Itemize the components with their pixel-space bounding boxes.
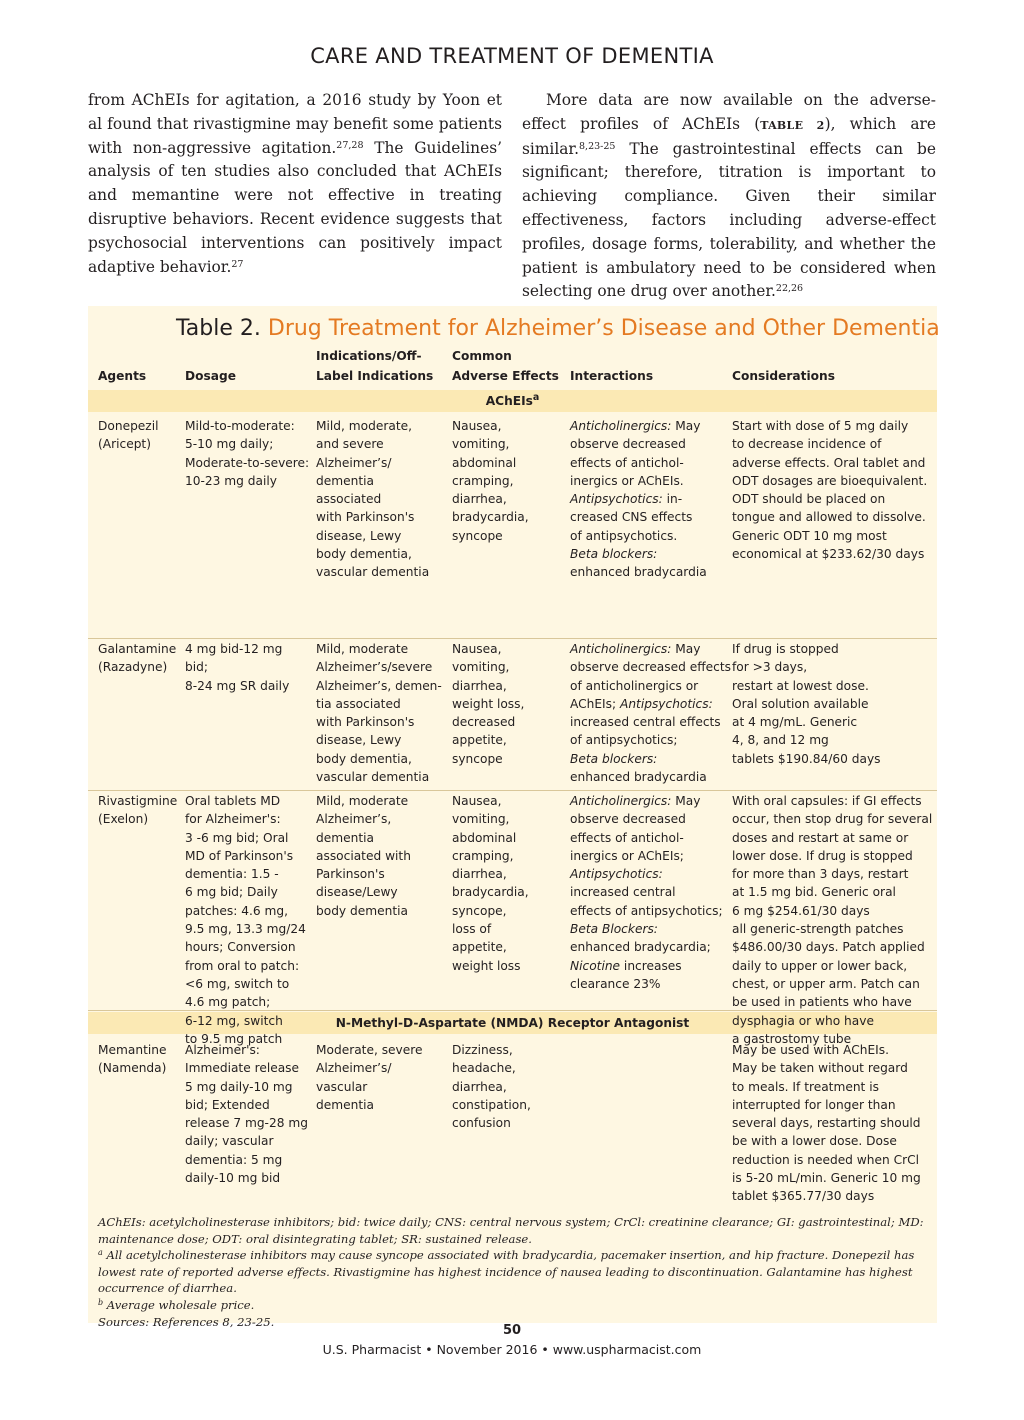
citation: 8,23-25	[579, 140, 616, 152]
cell-line: dementia: 1.5 -	[185, 867, 279, 882]
cell-line: enhanced bradycardia;	[570, 940, 711, 955]
cell-line: tongue and allowed to dissolve.	[732, 510, 926, 525]
drug-table-box	[88, 306, 940, 1329]
cell-line: dementia	[316, 1097, 374, 1112]
cell-line: tia associated	[316, 696, 401, 711]
cell-line: release 7 mg-28 mg	[185, 1116, 308, 1131]
header-adverse-effects	[452, 346, 559, 386]
cell-line: at 1.5 mg bid. Generic oral	[732, 885, 896, 900]
cell-line: diarrhea,	[452, 492, 507, 507]
right-paragraph-text: More data are now available on the adverse-effect profiles of AChEIs (	[522, 91, 936, 133]
header-indications-line2: Label Indications	[316, 369, 434, 383]
cell-line: restart at lowest dose.	[732, 678, 869, 693]
cell-line: observe decreased	[570, 437, 686, 452]
cell-line: with Parkinson's	[316, 510, 415, 525]
cell-line: bid;	[185, 660, 208, 675]
cell-line: lower dose. If drug is stopped	[732, 848, 913, 863]
footnote-a	[98, 1247, 928, 1297]
cell-line: and severe	[316, 437, 384, 452]
cell-line: chest, or upper arm. Patch can	[732, 976, 920, 991]
cell-adverse	[452, 792, 529, 975]
cell-line: 4, 8, and 12 mg	[732, 733, 829, 748]
abbreviations-note: AChEIs: acetylcholinesterase inhibitors; bid: twice daily; CNS: central nervous system; CrCl: creatinine clearance; GI: gastrointestinal; MD: maintenance dose; ODT: oral disintegrating tablet; SR: sustained release.	[98, 1215, 924, 1246]
cell-line: Moderate-to-severe:	[185, 455, 310, 470]
header-dosage: Dosage	[185, 369, 236, 383]
row-divider	[88, 790, 937, 791]
cell-line: bradycardia,	[452, 885, 529, 900]
cell-line: be used in patients who have	[732, 995, 912, 1010]
cell-line: Immediate release	[185, 1061, 300, 1076]
header-adverse-line1: Common	[452, 349, 512, 363]
cell-line: diarrhea,	[452, 1079, 507, 1094]
cell-line: Oral solution available	[732, 696, 869, 711]
cell-line: dementia	[316, 830, 374, 845]
cell-line: to decrease incidence of	[732, 437, 882, 452]
cell-line: vomiting,	[452, 437, 510, 452]
footnote-text: Average wholesale price.	[103, 1297, 255, 1312]
cell-line: 5 mg daily-10 mg	[185, 1079, 293, 1094]
table-caption: Drug Treatment for Alzheimer’s Disease and Other Dementia	[267, 316, 940, 341]
cell-line	[570, 750, 731, 768]
cell-line: abdominal	[452, 830, 517, 845]
cell-line: 3 -6 mg bid; Oral	[185, 830, 289, 845]
cell-line: a gastrostomy tube	[732, 1031, 852, 1046]
cell-line: (Exelon)	[98, 812, 149, 827]
cell-line: to meals. If treatment is	[732, 1079, 879, 1094]
cell-line: economical at $233.62/30 days	[732, 547, 925, 562]
cell-line: Moderate, severe	[316, 1043, 423, 1057]
cell-line: be with a lower dose. Dose	[732, 1134, 897, 1149]
cell-line: May be used with AChEIs.	[732, 1043, 889, 1057]
header-agents: Agents	[98, 369, 147, 383]
footnote-mark: b	[98, 1297, 104, 1307]
cell-line: Mild-to-moderate:	[185, 419, 295, 433]
cell-line: confusion	[452, 1116, 511, 1131]
drug-class-label: Anticholinergics:	[570, 794, 672, 808]
cell-line: associated with	[316, 848, 411, 863]
cell-line: (Aricept)	[98, 437, 151, 452]
cell-line: daily-10 mg bid	[185, 1171, 281, 1186]
footnote-text: All acetylcholinesterase inhibitors may cause syncope associated with bradycardia, pacemaker insertion, and hip fracture. Donepezil has lowest rate of reported adverse effects. Rivastigmine has highest incidence of nausea leading to discontinuation. Galantamine has highest occurrence of diarrhea.	[98, 1248, 915, 1296]
cell-line: body dementia,	[316, 547, 412, 562]
cell-adverse	[452, 1041, 531, 1132]
cell-line: Alzheimer’s,	[316, 812, 392, 827]
header-indications-line1: Indications/Off-	[316, 349, 422, 363]
running-header: CARE AND TREATMENT OF DEMENTIA	[310, 44, 714, 68]
section-label: AChEIs	[485, 394, 533, 408]
cell-line: Mild, moderate	[316, 794, 409, 808]
cell-line: effects of antichol-	[570, 830, 684, 845]
cell-line: Anticholinergics: May	[570, 642, 701, 656]
cell-line: Alzheimer’s, demen-	[316, 678, 442, 693]
cell-line: syncope	[452, 528, 503, 543]
cell-agent	[98, 792, 177, 829]
cell-line: Galantamine	[98, 642, 177, 656]
cell-line: 4 mg bid-12 mg	[185, 642, 283, 656]
cell-line: bradycardia,	[452, 510, 529, 525]
citation: 27	[231, 258, 244, 270]
cell-line: Anticholinergics: May	[570, 794, 701, 808]
cell-line: inergics or AChEIs;	[570, 848, 684, 863]
citation: 22,26	[775, 283, 804, 295]
cell-line: of anticholinergics or	[570, 678, 699, 693]
cell-line: vascular dementia	[316, 770, 430, 785]
cell-line: to 9.5 mg patch	[185, 1031, 283, 1046]
cell-line: dementia	[316, 473, 374, 488]
cell-line: disease, Lewy	[316, 733, 402, 748]
cell-line: With oral capsules: if GI effects	[732, 794, 922, 808]
cell-line: weight loss,	[452, 696, 525, 711]
cell-line: daily; vascular	[185, 1134, 274, 1149]
cell-line: adverse effects. Oral tablet and	[732, 455, 926, 470]
drug-class-label: Beta Blockers:	[570, 922, 658, 937]
drug-class-label: Antipsychotics:	[570, 867, 663, 882]
body-column-left	[88, 89, 502, 279]
cell-line: vascular dementia	[316, 565, 430, 580]
cell-line: effects of antichol-	[570, 455, 684, 470]
right-paragraph-text: ), which are similar.	[522, 114, 936, 158]
cell-agent	[98, 1041, 166, 1078]
page-number: 50	[502, 1323, 522, 1338]
section-band-nmda: N-Methyl-D-Aspartate (NMDA) Receptor Antagonist	[88, 1012, 937, 1034]
cell-line: Dizziness,	[452, 1043, 513, 1057]
footnote-mark: a	[98, 1248, 103, 1258]
drug-class-label: Beta blockers:	[570, 547, 658, 562]
cell-line	[570, 865, 723, 883]
cell-line: 5-10 mg daily;	[185, 437, 274, 452]
cell-considerations	[732, 640, 881, 768]
cell-line: <6 mg, switch to	[185, 976, 290, 991]
section-band-acheis	[88, 390, 937, 412]
cell-agent	[98, 417, 158, 454]
header-adverse-line2: Adverse Effects	[452, 369, 559, 383]
left-paragraph-text: from AChEIs for agitation, a 2016 study by Yoon et al found that rivastigmine may benefit some patients with non-aggressive agitation.	[88, 91, 502, 157]
right-paragraph-text: The gastrointestinal effects can be significant; therefore, titration is important to achieving compliance. Given their similar effectiveness, factors including adverse-effect profiles, dosage forms, tolerability, and whether the patient is ambulatory need to be considered when selecting one drug over another.	[522, 139, 936, 301]
cell-line: doses and restart at same or	[732, 830, 909, 845]
cell-line: dysphagia or who have	[732, 1013, 874, 1028]
cell-interactions	[570, 640, 731, 786]
cell-line: appetite,	[452, 733, 507, 748]
cell-line: Memantine	[98, 1043, 167, 1057]
cell-line: diarrhea,	[452, 678, 507, 693]
cell-line: Alzheimer’s/	[316, 455, 392, 470]
footnote-b	[98, 1297, 928, 1314]
cell-line: vascular	[316, 1079, 368, 1094]
cell-line: Start with dose of 5 mg daily	[732, 419, 909, 433]
cell-line: Nicotine increases	[570, 958, 682, 973]
cell-line: Alzheimer's:	[185, 1043, 260, 1057]
cell-adverse	[452, 417, 529, 545]
cell-agent	[98, 640, 176, 677]
cell-line: loss of	[452, 922, 492, 937]
cell-line: diarrhea,	[452, 867, 507, 882]
cell-line: interrupted for longer than	[732, 1097, 896, 1112]
cell-line: disease, Lewy	[316, 528, 402, 543]
cell-line: Mild, moderate,	[316, 419, 412, 433]
cell-line: several days, restarting should	[732, 1116, 921, 1131]
cell-line: Donepezil	[98, 419, 159, 433]
cell-line: increased central effects	[570, 715, 721, 730]
cell-line: headache,	[452, 1061, 516, 1076]
cell-line: observe decreased effects	[570, 660, 731, 675]
cell-line: effects of antipsychotics;	[570, 903, 723, 918]
cell-line: bid; Extended	[185, 1097, 270, 1112]
drug-class-label: Nicotine	[570, 958, 621, 973]
cell-line: cramping,	[452, 848, 514, 863]
cell-line: 10-23 mg daily	[185, 473, 277, 488]
cell-line: cramping,	[452, 473, 514, 488]
cell-line: occur, then stop drug for several	[732, 812, 933, 827]
page-footer: U.S. Pharmacist • November 2016 • www.uspharmacist.com	[322, 1342, 702, 1357]
cell-line: patches: 4.6 mg,	[185, 903, 288, 918]
cell-line: constipation,	[452, 1097, 531, 1112]
cell-line: daily to upper or lower back,	[732, 958, 908, 973]
cell-adverse	[452, 640, 524, 768]
header-considerations: Considerations	[732, 369, 835, 383]
cell-line: Generic ODT 10 mg most	[732, 528, 887, 543]
cell-dosage	[185, 417, 309, 490]
cell-indications	[316, 640, 442, 786]
cell-line: hours; Conversion	[185, 940, 296, 955]
cell-line: ODT should be placed on	[732, 492, 886, 507]
cell-line: with Parkinson's	[316, 715, 415, 730]
cell-line: body dementia	[316, 903, 408, 918]
cell-line: 8-24 mg SR daily	[185, 678, 290, 693]
cell-dosage	[185, 792, 306, 1048]
drug-class-label: Beta blockers:	[570, 751, 658, 766]
cell-line: decreased	[452, 715, 516, 730]
cell-line: syncope,	[452, 903, 507, 918]
cell-line: tablet $365.77/30 days	[732, 1189, 875, 1204]
cell-line: vomiting,	[452, 660, 510, 675]
cell-line: dementia: 5 mg	[185, 1152, 283, 1167]
cell-line: enhanced bradycardia	[570, 770, 707, 785]
cell-indications	[316, 417, 429, 582]
cell-line: vomiting,	[452, 812, 510, 827]
cell-line: If drug is stopped	[732, 642, 839, 656]
cell-line: Anticholinergics: May	[570, 419, 701, 433]
cell-line: MD of Parkinson's	[185, 848, 294, 863]
drug-class-label: Anticholinergics:	[570, 642, 672, 656]
cell-line: of antipsychotics;	[570, 733, 678, 748]
cell-line: body dementia,	[316, 751, 412, 766]
cell-line: Oral tablets MD	[185, 794, 281, 808]
cell-line: ODT dosages are bioequivalent.	[732, 473, 928, 488]
cell-line: inergics or AChEIs.	[570, 473, 684, 488]
cell-line: AChEIs; Antipsychotics:	[570, 696, 713, 711]
cell-line: 6 mg $254.61/30 days	[732, 903, 870, 918]
cell-line: for more than 3 days, restart	[732, 867, 909, 882]
table-footnotes	[98, 1214, 928, 1330]
cell-line: Alzheimer’s/	[316, 1061, 392, 1076]
cell-line: 6 mg bid; Daily	[185, 885, 278, 900]
cell-considerations	[732, 1041, 921, 1206]
cell-line: of antipsychotics.	[570, 528, 678, 543]
left-paragraph-text: The Guidelines’ analysis of ten studies also concluded that AChEIs and memantine were not effective in treating disruptive behaviors. Recent evidence suggests that psychosocial interventions can positively impact adaptive behavior.	[88, 138, 502, 276]
cell-line: (Namenda)	[98, 1061, 167, 1076]
cell-line: Mild, moderate	[316, 642, 409, 656]
cell-line: disease/Lewy	[316, 885, 398, 900]
cell-line: Parkinson's	[316, 867, 385, 882]
cell-considerations	[732, 417, 927, 563]
cell-line: increased central	[570, 885, 676, 900]
header-interactions: Interactions	[570, 369, 654, 383]
cell-line: at 4 mg/mL. Generic	[732, 715, 858, 730]
cell-line: is 5-20 mL/min. Generic 10 mg	[732, 1171, 921, 1186]
cell-dosage	[185, 1041, 308, 1187]
cell-line: appetite,	[452, 940, 507, 955]
cell-line: for >3 days,	[732, 660, 808, 675]
drug-class-label: Antipsychotics:	[570, 492, 663, 507]
cell-line: weight loss	[452, 958, 521, 973]
cell-indications	[316, 792, 411, 920]
body-column-right	[522, 89, 936, 304]
cell-line: syncope	[452, 751, 503, 766]
cell-line: Antipsychotics: in-	[570, 492, 683, 507]
sources-note: Sources: References 8, 23-25.	[98, 1314, 275, 1329]
cell-line: $486.00/30 days. Patch applied	[732, 940, 925, 955]
cell-line: from oral to patch:	[185, 958, 300, 973]
cell-line	[570, 545, 707, 563]
table-title	[176, 316, 940, 341]
cell-interactions	[570, 417, 707, 582]
drug-class-label: Anticholinergics:	[570, 419, 672, 433]
cell-indications	[316, 1041, 423, 1114]
cell-line: enhanced bradycardia	[570, 565, 707, 580]
cell-line: Nausea,	[452, 419, 502, 433]
cell-line: 9.5 mg, 13.3 mg/24	[185, 922, 306, 937]
cell-line: May be taken without regard	[732, 1061, 908, 1076]
row-divider	[88, 638, 937, 639]
cell-line: associated	[316, 492, 382, 507]
cell-line: Nausea,	[452, 794, 502, 808]
footnote-mark: a	[532, 392, 540, 403]
table-reference: TABLE 2	[760, 118, 825, 132]
cell-dosage	[185, 640, 289, 695]
cell-line: clearance 23%	[570, 976, 661, 991]
citation: 27,28	[336, 139, 364, 151]
cell-line: reduction is needed when CrCl	[732, 1152, 920, 1167]
cell-line: all generic-strength patches	[732, 922, 904, 937]
cell-line: 4.6 mg patch;	[185, 995, 271, 1010]
cell-line: Rivastigmine	[98, 794, 178, 808]
table-number: Table 2.	[176, 316, 261, 341]
cell-line: tablets $190.84/60 days	[732, 751, 881, 766]
cell-line: 6-12 mg, switch	[185, 1013, 283, 1028]
cell-considerations	[732, 792, 932, 1048]
cell-line: creased CNS effects	[570, 510, 693, 525]
cell-line: for Alzheimer's:	[185, 812, 281, 827]
cell-line: observe decreased	[570, 812, 686, 827]
cell-line: abdominal	[452, 455, 517, 470]
cell-line: (Razadyne)	[98, 660, 168, 675]
cell-interactions	[570, 792, 723, 993]
drug-class-label: Antipsychotics:	[619, 696, 713, 711]
cell-line	[570, 920, 723, 938]
cell-line: Alzheimer’s/severe	[316, 660, 433, 675]
header-indications	[316, 346, 433, 386]
cell-line: Nausea,	[452, 642, 502, 656]
